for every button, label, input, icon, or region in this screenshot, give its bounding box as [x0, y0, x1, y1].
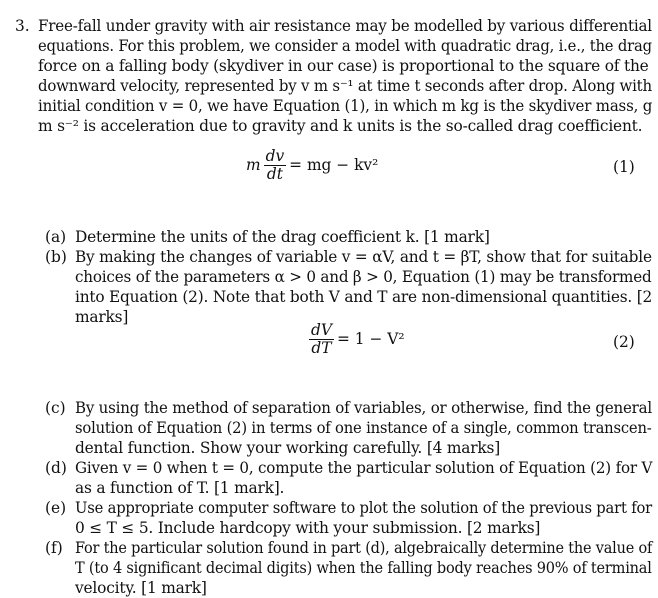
equation-1-tag: (1) [613, 158, 635, 176]
equation-1-coef: m [246, 156, 261, 174]
part-c-line-3: dental function. Show your working carefully. [4 marks] [75, 439, 501, 457]
equation-1-denominator: dt [266, 165, 283, 183]
equation-2-tag: (2) [613, 333, 635, 351]
part-f-line-2: T (to 4 significant decimal digits) when the falling body reaches 90% of terminal [75, 559, 652, 577]
part-a-line-1: Determine the units of the drag coefficient k. [1 mark] [75, 228, 490, 246]
part-e-line-1: Use appropriate computer software to plot the solution of the previous part for [75, 499, 652, 517]
question-number: 3. [15, 17, 30, 35]
equation-1-fraction [264, 148, 287, 183]
equation-2-rhs: = 1 − V² [336, 330, 405, 348]
equation-1-numerator: dv [265, 147, 285, 165]
intro-line-1: Free-fall under gravity with air resistance may be modelled by various differential [38, 17, 652, 35]
part-a-label: (a) [45, 228, 67, 246]
part-d-line-1: Given v = 0 when t = 0, compute the particular solution of Equation (2) for V [75, 459, 653, 477]
intro-line-6: m s⁻² is acceleration due to gravity and k units is the so-called drag coefficient. [38, 117, 643, 135]
part-e-label: (e) [45, 499, 67, 517]
equation-1-rhs: = mg − kv² [289, 156, 379, 174]
part-b-line-2: choices of the parameters α > 0 and β > 0, Equation (1) may be transformed [75, 268, 652, 286]
intro-line-3: force on a falling body (skydiver in our case) is proportional to the square of the [38, 57, 649, 75]
part-d-label: (d) [45, 459, 67, 477]
part-c-line-1: By using the method of separation of variables, or otherwise, find the general [75, 399, 653, 417]
equation-2 [0, 322, 658, 366]
intro-line-2: equations. For this problem, we consider a model with quadratic drag, i.e., the drag [38, 37, 652, 55]
part-f-label: (f) [45, 539, 63, 557]
intro-line-4: downward velocity, represented by v m s⁻¹ at time t seconds after drop. Along with [38, 77, 652, 95]
part-d-line-2: as a function of T. [1 mark]. [75, 479, 285, 497]
part-b-line-3: into Equation (2). Note that both V and T are non-dimensional quantities. [2 [75, 288, 653, 306]
part-f-line-3: velocity. [1 mark] [75, 579, 207, 597]
part-b-line-1: By making the changes of variable v = αV, and t = βT, show that for suitable [75, 248, 652, 266]
part-e-line-2: 0 ≤ T ≤ 5. Include hardcopy with your submission. [2 marks] [75, 519, 541, 537]
equation-2-denominator: dT [311, 339, 332, 357]
part-c-label: (c) [45, 399, 66, 417]
part-b-label: (b) [45, 248, 67, 266]
part-b-line-4: marks] [75, 308, 129, 326]
equation-2-fraction [309, 322, 334, 357]
part-f-line-1: For the particular solution found in part (d), algebraically determine the value of [75, 539, 653, 557]
equation-1 [0, 146, 658, 190]
equation-2-numerator: dV [311, 321, 332, 339]
intro-line-5: initial condition v = 0, we have Equation (1), in which m kg is the skydiver mass, g [38, 97, 653, 115]
part-c-line-2: solution of Equation (2) in terms of one instance of a single, common transcen- [75, 419, 652, 437]
